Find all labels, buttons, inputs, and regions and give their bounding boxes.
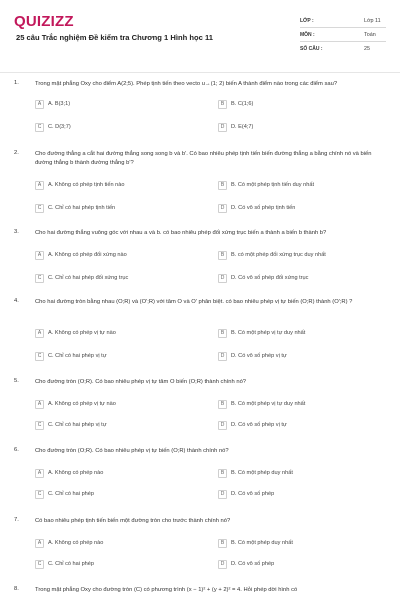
option-text: D. Có vô số phép xyxy=(231,491,275,497)
meta-row-class xyxy=(300,14,386,28)
option-text: A. Không có phép tịnh tiến nào xyxy=(48,182,125,188)
option-text: A. Không có phép đối xứng nào xyxy=(48,252,127,258)
option-c[interactable] xyxy=(35,203,115,213)
question-number: 8. xyxy=(14,586,19,592)
option-a[interactable] xyxy=(35,328,116,338)
option-text: C. Chỉ có hai phép xyxy=(48,561,95,567)
option-letter: D xyxy=(218,204,227,213)
option-letter: C xyxy=(35,352,44,361)
question-text: Cho đường tròn (O;R). Có bao nhiêu phép vị tự tâm O biến (O;R) thành chính nó? xyxy=(35,379,247,385)
question-number: 2. xyxy=(14,150,19,156)
option-text: B. Có một phép duy nhất xyxy=(231,540,293,546)
option-text: D. Có vô số phép xyxy=(231,561,275,567)
question-number: 4. xyxy=(14,298,19,304)
question-text: Trong mặt phẳng Oxy cho điểm A(2;5). Phép tịnh tiến theo vecto u→(1; 2) biến A thành điểm nào trong các điểm sau? xyxy=(35,81,338,87)
question-number: 5. xyxy=(14,378,19,384)
option-text: B. Có một phép tịnh tiến duy nhất xyxy=(231,182,315,188)
option-b[interactable] xyxy=(218,468,293,478)
option-text: C. Chỉ có hai phép đối xứng trục xyxy=(48,275,129,281)
option-letter: D xyxy=(218,560,227,569)
option-text: C. Chỉ có hai phép tịnh tiến xyxy=(48,205,116,211)
option-letter: A xyxy=(35,251,44,260)
option-text: D. Có vô số phép vị tự xyxy=(231,422,287,428)
question-text: Cho hai đường tròn bằng nhau (O;R) và (O';R) với tâm O và O' phân biệt. có bao nhiêu phép vị tự biến (O;R) thành (O';R) ? xyxy=(35,299,353,305)
option-a[interactable] xyxy=(35,180,125,190)
option-d[interactable] xyxy=(218,122,253,132)
option-c[interactable] xyxy=(35,559,94,569)
question-text: Cho đường thẳng a cắt hai đường thẳng song song b và b'. Có bao nhiêu phép tịnh tiến biến đường thẳng a bằng chính nó và biến đường thẳng b thành đường thẳng b'? xyxy=(35,151,372,166)
option-letter: C xyxy=(35,274,44,283)
option-b[interactable] xyxy=(218,328,305,338)
option-text: D. Có vô số phép tịnh tiến xyxy=(231,205,296,211)
option-letter: D xyxy=(218,274,227,283)
meta-row-subject xyxy=(300,28,386,42)
option-text: A. B(3;1) xyxy=(48,101,71,107)
meta-label: SỐ CÂU : xyxy=(300,46,323,52)
option-b[interactable] xyxy=(218,250,326,260)
option-letter: D xyxy=(218,123,227,132)
option-text: A. Không có phép nào xyxy=(48,470,104,476)
option-letter: D xyxy=(218,421,227,430)
question-number: 1. xyxy=(14,80,19,86)
option-d[interactable] xyxy=(218,489,274,499)
option-a[interactable] xyxy=(35,538,103,548)
option-letter: B xyxy=(218,100,227,109)
option-letter: C xyxy=(35,123,44,132)
option-b[interactable] xyxy=(218,99,253,109)
option-a[interactable] xyxy=(35,250,127,260)
option-letter: C xyxy=(35,421,44,430)
option-letter: B xyxy=(218,539,227,548)
question-text: Có bao nhiêu phép tịnh tiến biến một đường tròn cho trước thành chính nó? xyxy=(35,518,231,524)
page-title: 25 câu Trắc nghiệm Đề kiểm tra Chương 1 Hình học 11 xyxy=(16,33,214,42)
option-b[interactable] xyxy=(218,399,305,409)
option-letter: B xyxy=(218,251,227,260)
option-text: A. Không có phép vị tự nào xyxy=(48,330,116,336)
option-c[interactable] xyxy=(35,489,94,499)
option-text: A. Không có phép nào xyxy=(48,540,104,546)
option-letter: B xyxy=(218,400,227,409)
question-text: Trong mặt phẳng Oxy cho đường tròn (C) có phương trình (x − 1)² + (y + 2)² = 4. Hỏi phép dời hình có xyxy=(35,587,298,593)
option-text: A. Không có phép vị tự nào xyxy=(48,401,116,407)
worksheet-header xyxy=(0,0,400,68)
option-b[interactable] xyxy=(218,180,314,190)
option-a[interactable] xyxy=(35,468,103,478)
option-text: B. Có một phép vị tự duy nhất xyxy=(231,401,306,407)
option-a[interactable] xyxy=(35,99,70,109)
header-divider xyxy=(0,72,400,73)
option-letter: B xyxy=(218,181,227,190)
option-letter: D xyxy=(218,490,227,499)
option-letter: B xyxy=(218,469,227,478)
quizizz-logo: QUIZIZZ xyxy=(14,13,74,30)
option-text: B. C(1;6) xyxy=(231,101,254,107)
option-letter: C xyxy=(35,490,44,499)
meta-value: Lớp 11 xyxy=(364,17,381,24)
question-number: 3. xyxy=(14,229,19,235)
option-letter: A xyxy=(35,181,44,190)
option-a[interactable] xyxy=(35,399,116,409)
option-letter: D xyxy=(218,352,227,361)
option-c[interactable] xyxy=(35,122,71,132)
option-letter: B xyxy=(218,329,227,338)
question-text: Cho đường tròn (O;R). Có bao nhiêu phép vị tự biến (O;R) thành chính nó? xyxy=(35,448,229,454)
question-number: 7. xyxy=(14,517,19,523)
option-text: D. Có vô số phép vị tự xyxy=(231,353,287,359)
option-text: C. Chỉ có hai phép xyxy=(48,491,95,497)
option-b[interactable] xyxy=(218,538,293,548)
option-c[interactable] xyxy=(35,273,128,283)
option-letter: A xyxy=(35,329,44,338)
option-d[interactable] xyxy=(218,559,274,569)
option-letter: C xyxy=(35,204,44,213)
option-text: B. có một phép đối xứng trục duy nhất xyxy=(231,252,326,258)
option-d[interactable] xyxy=(218,203,295,213)
option-text: C. D(3;7) xyxy=(48,124,71,130)
option-text: C. Chỉ có hai phép vị tự xyxy=(48,422,107,428)
question-number: 6. xyxy=(14,447,19,453)
option-text: C. Chỉ có hai phép vị tự xyxy=(48,353,107,359)
option-letter: C xyxy=(35,560,44,569)
option-c[interactable] xyxy=(35,420,106,430)
meta-label: LỚP : xyxy=(300,17,314,24)
option-letter: A xyxy=(35,100,44,109)
option-d[interactable] xyxy=(218,420,287,430)
question-text: Cho hai đường thẳng vuông góc với nhau a và b. có bao nhiêu phép đối xứng trục biến a thành a biến b thành b? xyxy=(35,230,327,236)
option-letter: A xyxy=(35,400,44,409)
meta-label: MÔN : xyxy=(300,31,315,38)
option-c[interactable] xyxy=(35,351,106,361)
option-d[interactable] xyxy=(218,273,308,283)
option-letter: A xyxy=(35,539,44,548)
option-d[interactable] xyxy=(218,351,287,361)
meta-value: Toán xyxy=(364,31,376,38)
option-letter: A xyxy=(35,469,44,478)
meta-value: 25 xyxy=(364,46,370,52)
option-text: B. Có một phép duy nhất xyxy=(231,470,293,476)
option-text: D. Có vô số phép đối xứng trục xyxy=(231,275,309,281)
meta-box xyxy=(300,14,386,56)
option-text: D. E(4;7) xyxy=(231,124,254,130)
option-text: B. Có một phép vị tự duy nhất xyxy=(231,330,306,336)
meta-row-count xyxy=(300,42,386,56)
